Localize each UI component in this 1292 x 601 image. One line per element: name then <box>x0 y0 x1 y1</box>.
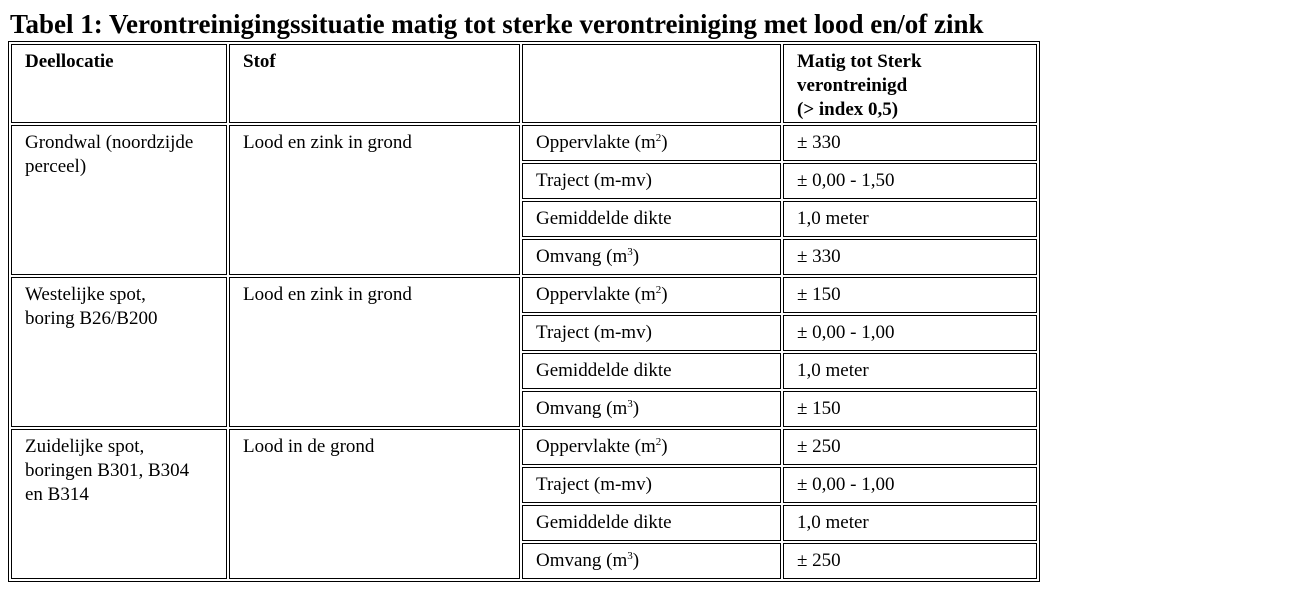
deellocatie-line: Westelijke spot, <box>25 284 146 305</box>
cell-stof: Lood en zink in grond <box>229 125 520 275</box>
parameter-suffix: ) <box>661 436 668 457</box>
cell-value: ± 330 <box>783 125 1037 161</box>
cell-value: ± 0,00 - 1,50 <box>783 163 1037 199</box>
cell-value: 1,0 meter <box>783 505 1037 541</box>
header-stof: Stof <box>229 44 520 123</box>
parameter-suffix: ) <box>632 398 640 419</box>
cell-value: 1,0 meter <box>783 201 1037 237</box>
cell-parameter <box>522 543 781 579</box>
cell-parameter <box>522 239 781 275</box>
deellocatie-line: Zuidelijke spot, <box>25 436 145 457</box>
parameter-label: Omvang (m <box>536 550 628 571</box>
cell-parameter <box>522 163 781 199</box>
header-waarde <box>783 44 1037 123</box>
cell-parameter <box>522 505 781 541</box>
cell-deellocatie <box>11 277 227 427</box>
parameter-label: Traject (m-mv) <box>536 474 652 495</box>
cell-parameter <box>522 201 781 237</box>
cell-parameter <box>522 277 781 313</box>
deellocatie-line: boringen B301, B304 <box>25 460 190 481</box>
deellocatie-line: en B314 <box>25 484 89 505</box>
cell-parameter <box>522 315 781 351</box>
table-title: Tabel 1: Verontreinigingssituatie matig tot sterke verontreiniging met lood en/of zink <box>10 9 984 39</box>
cell-parameter <box>522 467 781 503</box>
parameter-label: Oppervlakte (m <box>536 132 656 153</box>
cell-deellocatie <box>11 429 227 579</box>
header-deellocatie: Deellocatie <box>11 44 227 123</box>
parameter-suffix: ) <box>632 550 640 571</box>
parameter-label: Omvang (m <box>536 398 628 419</box>
cell-stof: Lood en zink in grond <box>229 277 520 427</box>
parameter-label: Oppervlakte (m <box>536 284 656 305</box>
cell-value: ± 0,00 - 1,00 <box>783 315 1037 351</box>
parameter-suffix: ) <box>661 284 668 305</box>
parameter-label: Traject (m-mv) <box>536 322 652 343</box>
table-row <box>11 277 1037 313</box>
parameter-label: Traject (m-mv) <box>536 170 652 191</box>
unit-superscript: 3 <box>627 550 633 562</box>
parameter-label: Gemiddelde dikte <box>536 512 672 533</box>
cell-stof: Lood in de grond <box>229 429 520 579</box>
parameter-label: Gemiddelde dikte <box>536 208 672 229</box>
parameter-suffix: ) <box>661 132 668 153</box>
header-waarde-line1: Matig tot Sterk <box>797 51 922 72</box>
unit-superscript: 3 <box>627 246 633 258</box>
cell-deellocatie <box>11 125 227 275</box>
unit-superscript: 2 <box>655 284 662 296</box>
cell-parameter <box>522 391 781 427</box>
header-parameter <box>522 44 781 123</box>
cell-parameter <box>522 429 781 465</box>
table-header-row <box>11 44 1037 123</box>
parameter-label: Omvang (m <box>536 246 628 267</box>
cell-parameter <box>522 125 781 161</box>
cell-parameter <box>522 353 781 389</box>
cell-value: ± 250 <box>783 429 1037 465</box>
header-waarde-line2: verontreinigd <box>797 75 908 96</box>
parameter-suffix: ) <box>632 246 640 267</box>
cell-value: 1,0 meter <box>783 353 1037 389</box>
cell-value: ± 150 <box>783 277 1037 313</box>
unit-superscript: 3 <box>627 398 633 410</box>
cell-value: ± 150 <box>783 391 1037 427</box>
unit-superscript: 2 <box>655 132 662 144</box>
unit-superscript: 2 <box>655 436 662 448</box>
cell-value: ± 0,00 - 1,00 <box>783 467 1037 503</box>
deellocatie-line: boring B26/B200 <box>25 308 158 329</box>
parameter-label: Gemiddelde dikte <box>536 360 672 381</box>
contamination-table <box>8 41 1040 582</box>
table-row <box>11 429 1037 465</box>
deellocatie-line: Grondwal (noordzijde <box>25 132 194 153</box>
parameter-label: Oppervlakte (m <box>536 436 656 457</box>
cell-value: ± 330 <box>783 239 1037 275</box>
header-waarde-line3: (> index 0,5) <box>797 99 899 120</box>
cell-value: ± 250 <box>783 543 1037 579</box>
deellocatie-line: perceel) <box>25 156 87 177</box>
table-row <box>11 125 1037 161</box>
